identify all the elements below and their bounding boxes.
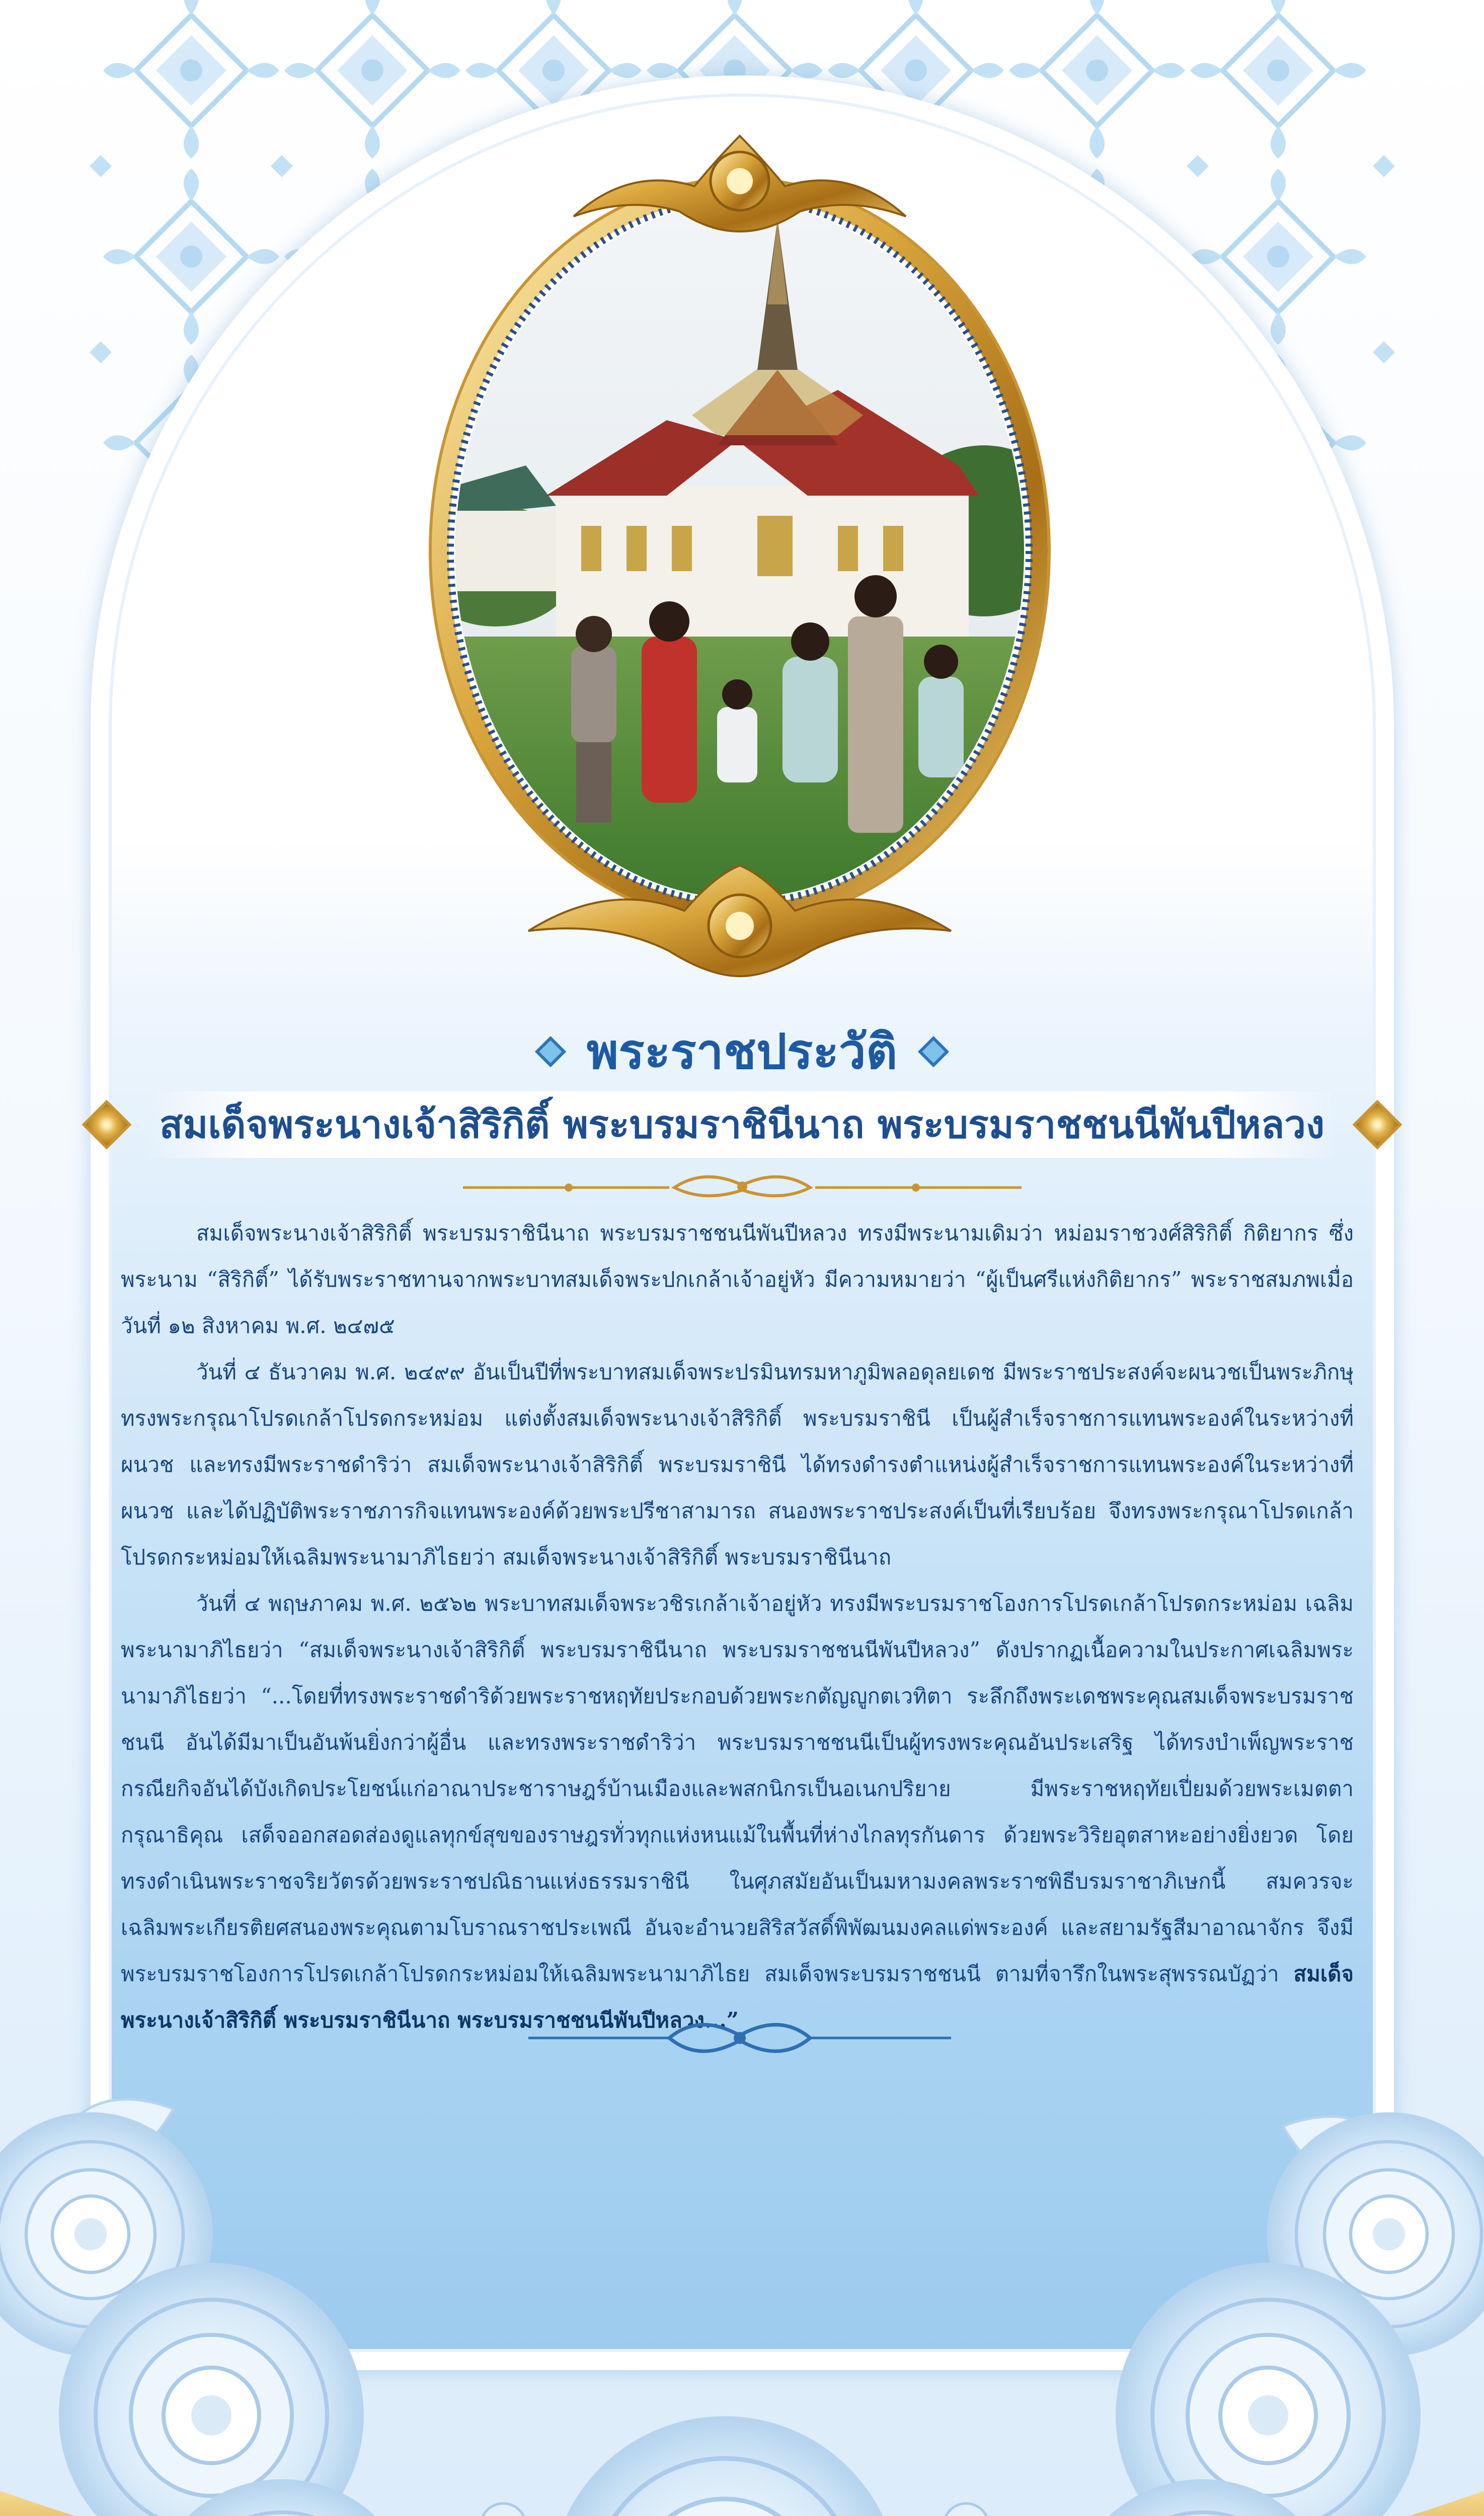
paragraph-1: สมเด็จพระนางเจ้าสิริกิติ์ พระบรมราชินีนาถ พระบรมราชชนนีพันปีหลวง ทรงมีพระนามเดิมว่า หม่อมราชวงศ์สิริกิติ์ กิติยากร ซึ่งพระนาม “สิริกิติ์” ได้รับพระราชทานจากพระบาทสมเด็จพระปกเกล้าเจ้าอยู่หัว มีความหมายว่า “ผู้เป็นศรีแห่งกิติยากร” พระราชสมภพเมื่อวันที่ ๑๒ สิงหาคม พ.ศ. ๒๔๗๕: [121, 1221, 1354, 1338]
paper-rose-decoration: [0, 1962, 1484, 2516]
blue-diamond-icon: [535, 1036, 566, 1067]
royal-title-emphasis: สมเด็จพระนางเจ้าสิริกิติ์ พระบรมราชินีนาถ พระบรมราชชนนีพันปีหลวง...”: [121, 1961, 1354, 2032]
gold-divider-ornament: [453, 1167, 1032, 1203]
gold-oval-frame: [393, 91, 1087, 1006]
gold-diamond-icon: [82, 1100, 131, 1150]
gold-diamond-icon: [1353, 1100, 1402, 1150]
subtitle-row: [0, 1089, 1484, 1160]
biography-text: [121, 1210, 1354, 2043]
page-title: พระราชประวัติ: [586, 1023, 898, 1080]
page-subtitle: สมเด็จพระนางเจ้าสิริกิติ์ พระบรมราชินีนาถ พระบรมราชชนนีพันปีหลวง: [144, 1091, 1340, 1158]
blue-diamond-icon: [918, 1036, 949, 1067]
paragraph-2: วันที่ ๔ ธันวาคม พ.ศ. ๒๔๙๙ อันเป็นปีที่พระบาทสมเด็จพระปรมินทรมหาภูมิพลอดุลยเดช มีพระราชประสงค์จะผนวชเป็นพระภิกษุ ทรงพระกรุณาโปรดเกล้าโปรดกระหม่อม แต่งตั้งสมเด็จพระนางเจ้าสิริกิติ์ พระบรมราชินี เป็นผู้สำเร็จราชการแทนพระองค์ในระหว่างที่ผนวช และทรงมีพระราชดำริว่า สมเด็จพระนางเจ้าสิริกิติ์ พระบรมราชินี ได้ทรงดำรงตำแหน่งผู้สำเร็จราชการแทนพระองค์ในระหว่างที่ผนวช และได้ปฏิบัติพระราชภารกิจแทนพระองค์ด้วยพระปรีชาสามารถ สนองพระราชประสงค์เป็นที่เรียบร้อย จึงทรงพระกรุณาโปรดเกล้าโปรดกระหม่อมให้เฉลิมพระนามาภิไธยว่า สมเด็จพระนางเจ้าสิริกิติ์ พระบรมราชินีนาถ: [121, 1360, 1354, 1569]
paragraph-3-text: วันที่ ๔ พฤษภาคม พ.ศ. ๒๕๖๒ พระบาทสมเด็จพระวชิรเกล้าเจ้าอยู่หัว ทรงมีพระบรมราชโองการโปรดเกล้าโปรดกระหม่อม เฉลิมพระนามาภิไธยว่า “สมเด็จพระนางเจ้าสิริกิติ์ พระบรมราชินีนาถ พระบรมราชชนนีพันปีหลวง” ดังปรากฏเนื้อความในประกาศเฉลิมพระนามาภิไธยว่า “...โดยที่ทรงพระราชดำริด้วยพระราชหฤทัยประกอบด้วยพระกตัญญูกตเวทิตา ระลึกถึงพระเดชพระคุณสมเด็จพระบรมราชชนนี อันได้มีมาเป็นอันพ้นยิ่งกว่าผู้อื่น และทรงพระราชดำริว่า พระบรมราชชนนีเป็นผู้ทรงพระคุณอันประเสริฐ ได้ทรงบำเพ็ญพระราชกรณียกิจอันได้บังเกิดประโยชน์แก่อาณาประชาราษฎร์บ้านเมืองและพสกนิกรเป็นอเนกปริยาย มีพระราชหฤทัยเปี่ยมด้วยพระเมตตากรุณาธิคุณ เสด็จออกสอดส่องดูแลทุกข์สุขของราษฎรทั่วทุกแห่งหนแม้ในพื้นที่ห่างไกลทุรกันดาร ด้วยพระวิริยอุตสาหะอย่างยิ่งยวด โดยทรงดำเนินพระราชจริยวัตรด้วยพระราชปณิธานแห่งธรรมราชินี ในศุภสมัยอันเป็นมหามงคลพระราชพิธีบรมราชาภิเษกนี้ สมควรจะเฉลิมพระเกียรติยศสนองพระคุณตามโบราณราชประเพณี อันจะอำนวยสิริสวัสดิ์พิพัฒนมงคลแด่พระองค์ และสยามรัฐสีมาอาณาจักร จึงมีพระบรมราชโองการโปรดเกล้าโปรดกระหม่อมให้เฉลิมพระนามาภิไธย สมเด็จพระบรมราชชนนี ตามที่จารึกในพระสุพรรณบัฏว่า: [121, 1591, 1354, 1986]
title-row: [0, 1014, 1484, 1089]
